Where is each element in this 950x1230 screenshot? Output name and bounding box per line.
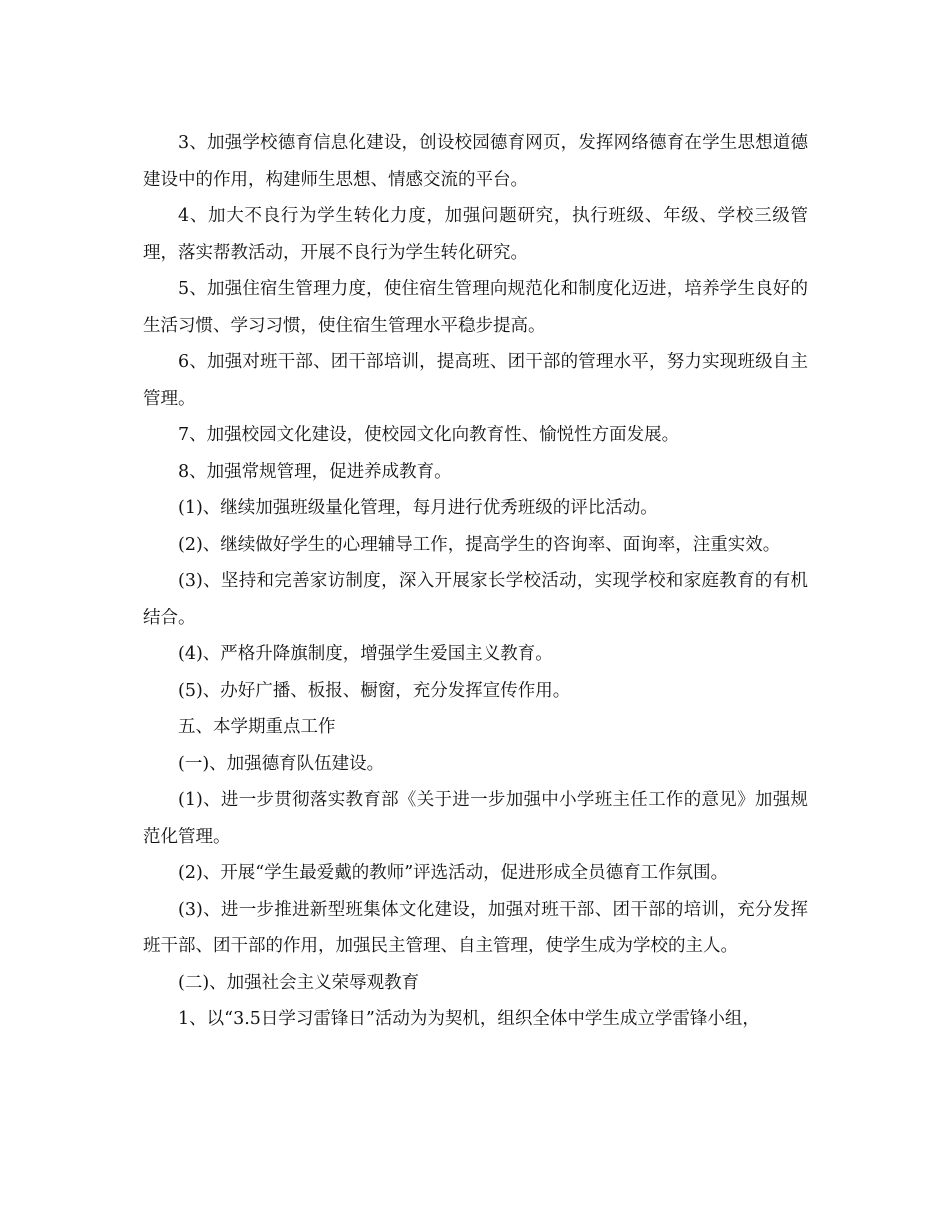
paragraph-item-3: 3、加强学校德育信息化建设，创设校园德育网页，发挥网络德育在学生思想道德建设中的作用，构建师生思想、情感交流的平台。 xyxy=(143,133,808,190)
paragraph-subitem-2: (2)、继续做好学生的心理辅导工作，提高学生的咨询率、面询率，注重实效。 xyxy=(178,534,781,555)
paragraph-team-3: (3)、进一步推进新型班集体文化建设，加强对班干部、团干部的培训，充分发挥班干部、团干部的作用，加强民主管理、自主管理，使学生成为学校的主人。 xyxy=(143,899,808,956)
paragraph-team-1: (1)、进一步贯彻落实教育部《关于进一步加强中小学班主任工作的意见》加强规范化管理。 xyxy=(143,790,808,847)
paragraph-item-5: 5、加强住宿生管理力度，使住宿生管理向规范化和制度化迈进，培养学生良好的生活习惯、学习习惯，使住宿生管理水平稳步提高。 xyxy=(143,279,808,336)
paragraph-team-2: (2)、开展“学生最爱戴的教师”评选活动，促进形成全员德育工作氛围。 xyxy=(178,863,729,883)
paragraph-item-8: 8、加强常规管理，促进养成教育。 xyxy=(178,461,452,482)
subsection-heading-1: (一)、加强德育队伍建设。 xyxy=(178,753,385,774)
section-heading-5: 五、本学期重点工作 xyxy=(178,717,336,737)
paragraph-subitem-1: (1)、继续加强班级量化管理，每月进行优秀班级的评比活动。 xyxy=(178,498,658,518)
paragraph-subitem-3: (3)、坚持和完善家访制度，深入开展家长学校活动，实现学校和家庭教育的有机结合。 xyxy=(143,571,808,628)
subsection-heading-2: (二)、加强社会主义荣辱观教育 xyxy=(178,972,420,993)
paragraph-item-7: 7、加强校园文化建设，使校园文化向教育性、愉悦性方面发展。 xyxy=(178,425,680,445)
paragraph-subitem-4: (4)、严格升降旗制度，增强学生爱国主义教育。 xyxy=(178,644,553,664)
paragraph-honor-1: 1、以“3.5日学习雷锋日”活动为为契机，组织全体中学生成立学雷锋小组， xyxy=(178,1009,760,1029)
paragraph-subitem-5: (5)、办好广播、板报、橱窗，充分发挥宣传作用。 xyxy=(178,680,571,701)
paragraph-item-6: 6、加强对班干部、团干部培训，提高班、团干部的管理水平，努力实现班级自主管理。 xyxy=(143,352,808,409)
paragraph-item-4: 4、加大不良行为学生转化力度，加强问题研究，执行班级、年级、学校三级管理，落实帮教活动，开展不良行为学生转化研究。 xyxy=(143,206,808,263)
document-body xyxy=(143,125,808,1038)
